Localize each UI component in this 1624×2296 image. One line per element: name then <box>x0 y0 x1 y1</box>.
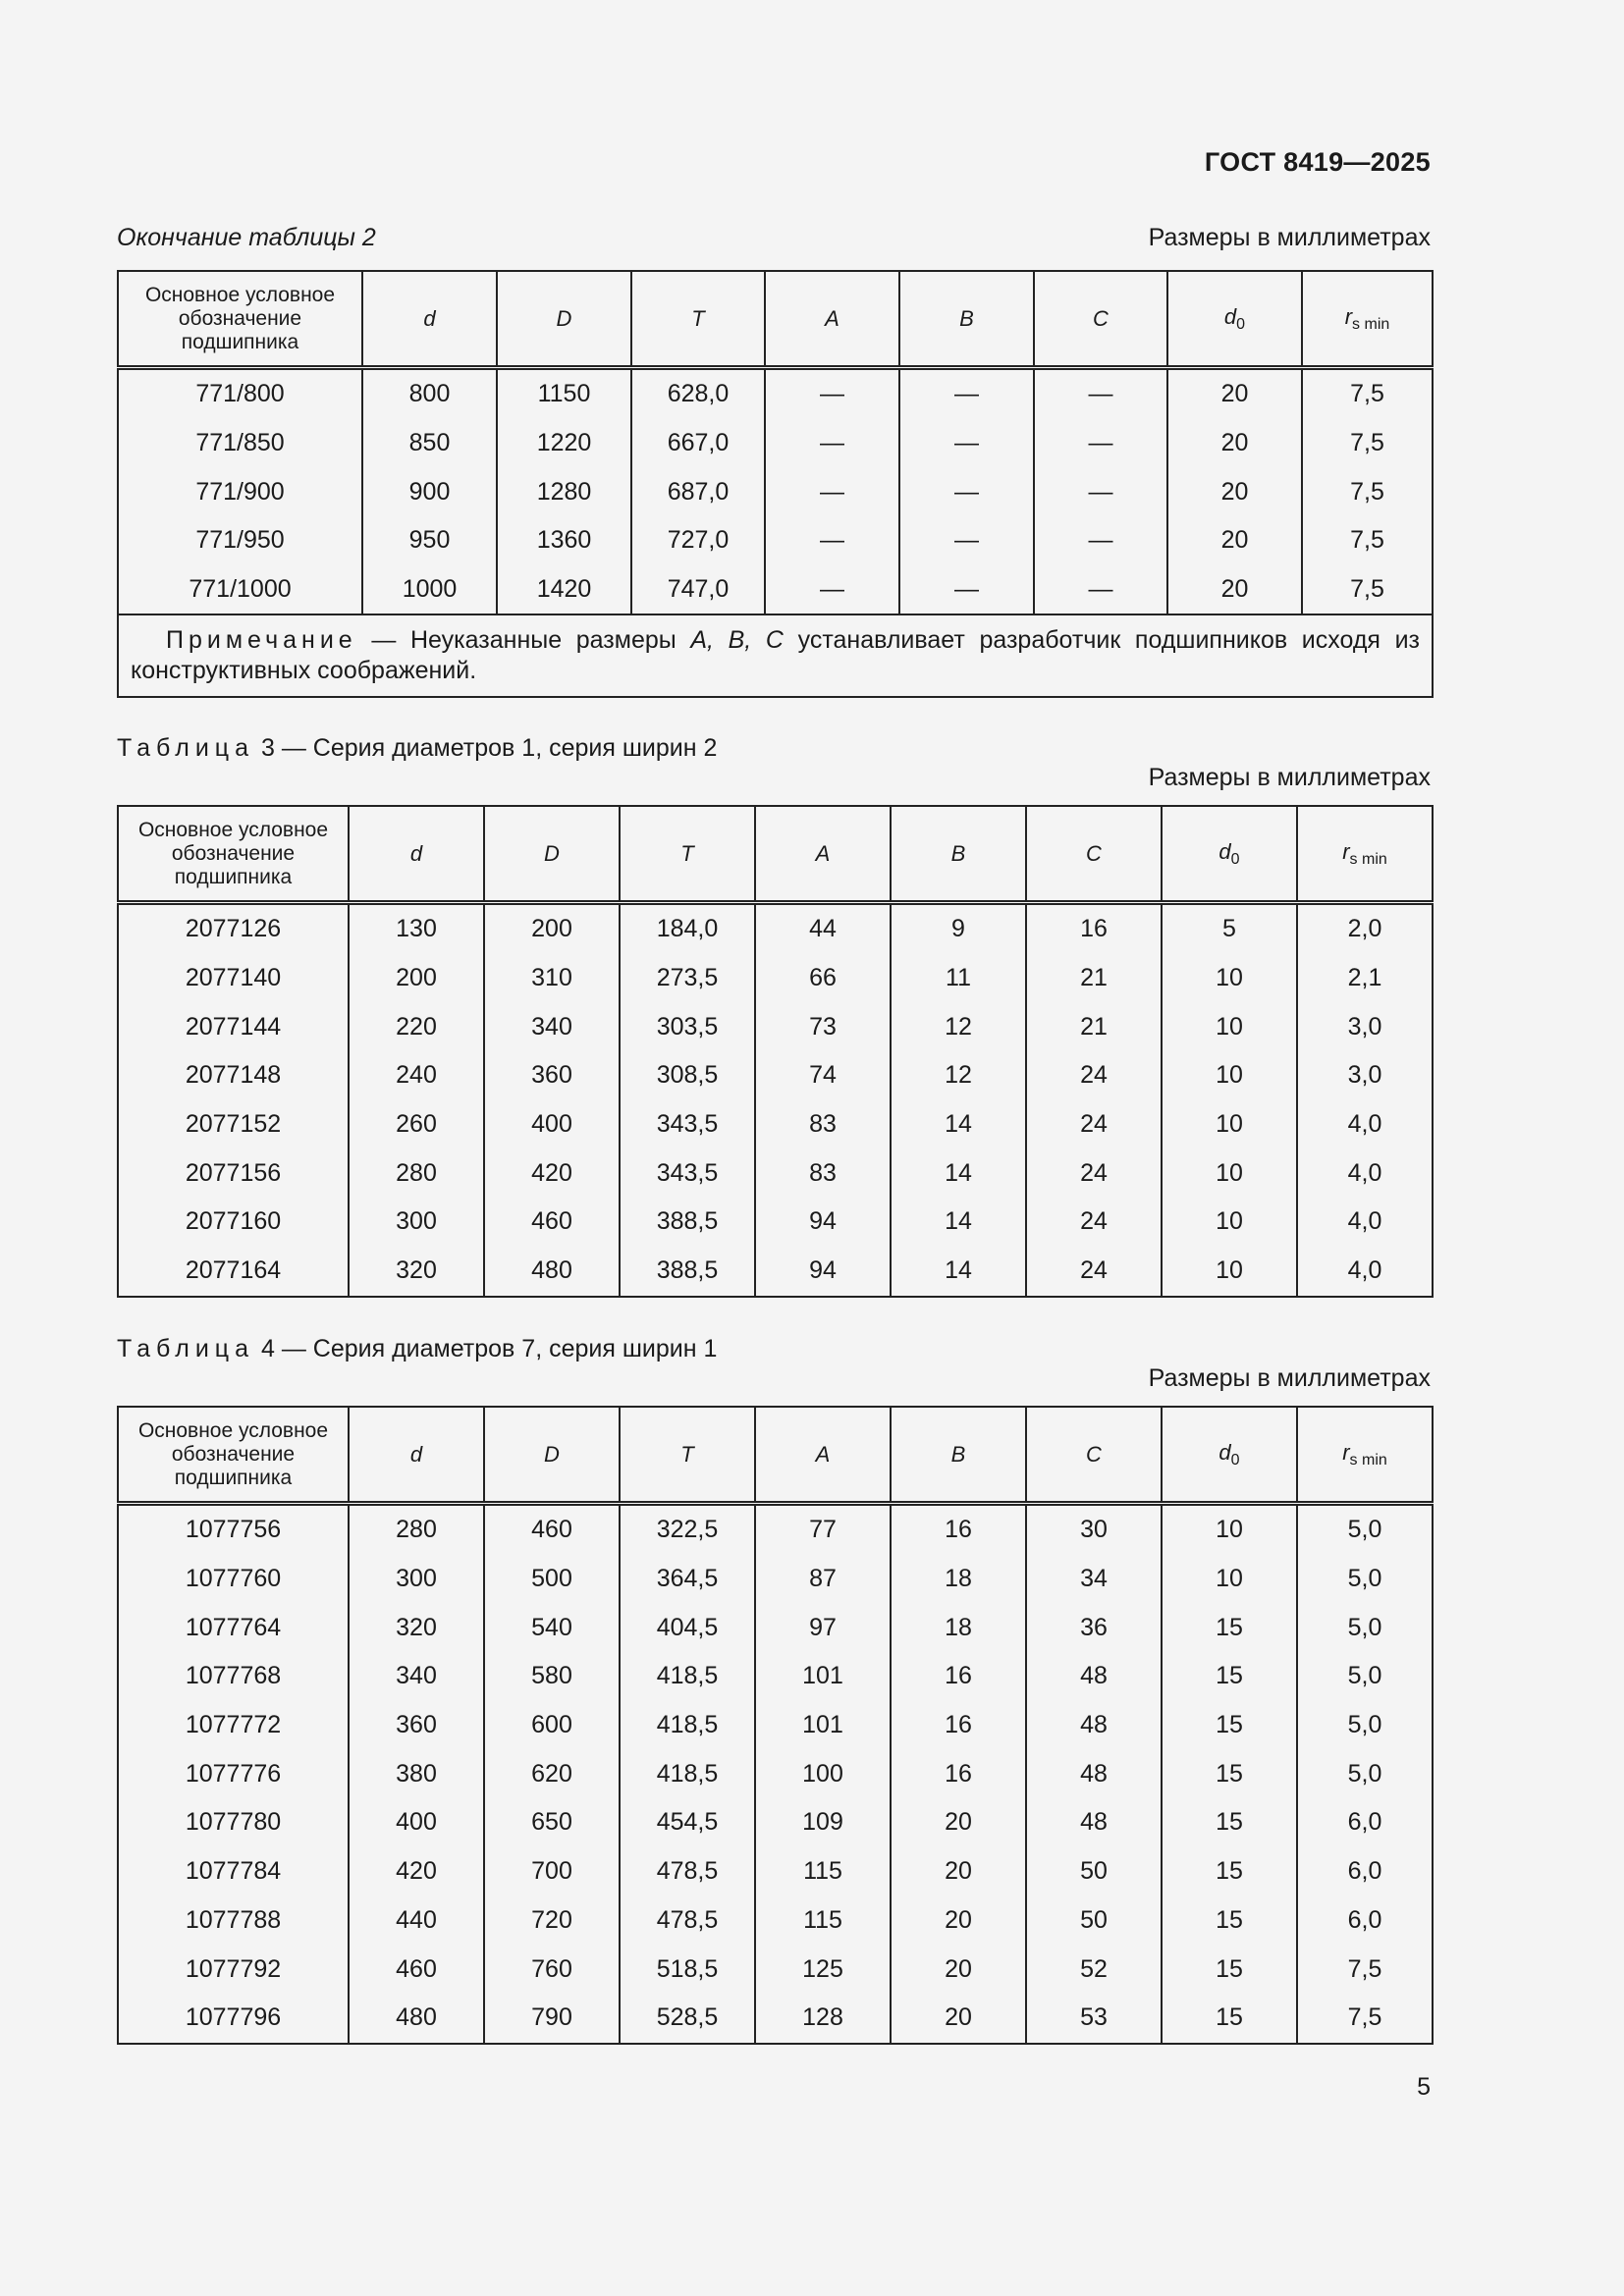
table-cell: 420 <box>349 1847 484 1896</box>
table-cell: 24 <box>1026 1051 1162 1100</box>
cell-designation: 1077756 <box>118 1504 349 1555</box>
note-text-after: устанавливает разработчик подшипников исходя из конструктивных соображений. <box>131 626 1421 685</box>
table-cell: 18 <box>891 1555 1026 1604</box>
table-cell: 360 <box>484 1051 620 1100</box>
table-cell: 97 <box>755 1603 891 1652</box>
table-cell: 30 <box>1026 1504 1162 1555</box>
table-cell: 10 <box>1162 1198 1297 1247</box>
table-cell: 300 <box>349 1198 484 1247</box>
cell-designation: 1077760 <box>118 1555 349 1604</box>
table-cell: 220 <box>349 1002 484 1051</box>
table-cell: 87 <box>755 1555 891 1604</box>
table-cell: 5,0 <box>1297 1555 1433 1604</box>
table-cell: 4,0 <box>1297 1198 1433 1247</box>
column-header-D: D <box>497 271 631 368</box>
column-header-C: C <box>1026 1407 1162 1504</box>
column-header-A: A <box>755 1407 891 1504</box>
table-cell: — <box>1034 467 1167 516</box>
table-cell: 14 <box>891 1198 1026 1247</box>
table-cell: 240 <box>349 1051 484 1100</box>
table-row <box>118 1603 1433 1652</box>
table-cell: 303,5 <box>620 1002 755 1051</box>
table-cell: 4,0 <box>1297 1247 1433 1297</box>
table-cell: 15 <box>1162 1749 1297 1798</box>
table-header-row <box>118 1407 1433 1504</box>
table-cell: 15 <box>1162 1945 1297 1994</box>
table-cell: 24 <box>1026 1100 1162 1149</box>
column-header-designation: Основное условное обозначение подшипника <box>118 806 349 903</box>
table-cell: — <box>1034 368 1167 419</box>
table-cell: 15 <box>1162 1652 1297 1701</box>
table-cell: — <box>765 467 899 516</box>
table-cell: 10 <box>1162 1051 1297 1100</box>
table-cell: 6,0 <box>1297 1798 1433 1847</box>
table-cell: 10 <box>1162 1148 1297 1198</box>
table-cell: 10 <box>1162 1504 1297 1555</box>
table-cell: 20 <box>1167 565 1302 615</box>
column-header-T: T <box>620 1407 755 1504</box>
table-cell: 418,5 <box>620 1652 755 1701</box>
table2-end <box>117 270 1434 698</box>
table-cell: 800 <box>362 368 497 419</box>
table-cell: 480 <box>484 1247 620 1297</box>
table-row <box>118 516 1433 565</box>
table-note <box>118 614 1433 697</box>
table-cell: 364,5 <box>620 1555 755 1604</box>
table-cell: 4,0 <box>1297 1100 1433 1149</box>
column-header-B: B <box>891 806 1026 903</box>
table-cell: 1000 <box>362 565 497 615</box>
table-row <box>118 1148 1433 1198</box>
table-cell: 15 <box>1162 1603 1297 1652</box>
table-cell: 14 <box>891 1247 1026 1297</box>
table-row <box>118 368 1433 419</box>
table-cell: 418,5 <box>620 1749 755 1798</box>
table-cell: 15 <box>1162 1847 1297 1896</box>
table-cell: 500 <box>484 1555 620 1604</box>
table3-title <box>117 734 717 763</box>
cell-designation: 1077764 <box>118 1603 349 1652</box>
table4-title <box>117 1335 717 1363</box>
table-cell: 16 <box>891 1749 1026 1798</box>
table-cell: 7,5 <box>1302 368 1433 419</box>
column-header-d0: $d_0$ <box>1167 271 1302 368</box>
table-row <box>118 1994 1433 2044</box>
table-note-row <box>118 614 1433 697</box>
column-header-C: C <box>1026 806 1162 903</box>
table-cell: 727,0 <box>631 516 765 565</box>
cell-designation: 771/900 <box>118 467 362 516</box>
table4-label: Таблица <box>117 1335 255 1362</box>
table3 <box>117 805 1434 1298</box>
table-cell: 15 <box>1162 1896 1297 1946</box>
cell-designation: 2077152 <box>118 1100 349 1149</box>
table-cell: 1420 <box>497 565 631 615</box>
table-cell: 7,5 <box>1297 1994 1433 2044</box>
table-cell: 7,5 <box>1302 565 1433 615</box>
table-cell: 273,5 <box>620 954 755 1003</box>
table-cell: 260 <box>349 1100 484 1149</box>
table-cell: 440 <box>349 1896 484 1946</box>
cell-designation: 2077144 <box>118 1002 349 1051</box>
table-cell: 687,0 <box>631 467 765 516</box>
table-cell: 480 <box>349 1994 484 2044</box>
table-cell: 7,5 <box>1302 516 1433 565</box>
table-cell: 388,5 <box>620 1247 755 1297</box>
table-cell: — <box>765 419 899 468</box>
column-header-designation: Основное условное обозначение подшипника <box>118 271 362 368</box>
cell-designation: 1077784 <box>118 1847 349 1896</box>
table-row <box>118 1701 1433 1750</box>
table-header-row <box>118 806 1433 903</box>
column-header-d0: $d_0$ <box>1162 806 1297 903</box>
table-cell: 380 <box>349 1749 484 1798</box>
table-cell: 83 <box>755 1100 891 1149</box>
cell-designation: 2077126 <box>118 903 349 954</box>
table-cell: 50 <box>1026 1896 1162 1946</box>
table-cell: 460 <box>349 1945 484 1994</box>
table-cell: 20 <box>1167 516 1302 565</box>
table-cell: 21 <box>1026 954 1162 1003</box>
table-cell: 10 <box>1162 1555 1297 1604</box>
cell-designation: 1077780 <box>118 1798 349 1847</box>
table-cell: 15 <box>1162 1701 1297 1750</box>
table-cell: 1220 <box>497 419 631 468</box>
table-cell: 200 <box>484 903 620 954</box>
table-cell: 44 <box>755 903 891 954</box>
table-cell: 454,5 <box>620 1798 755 1847</box>
table-row <box>118 1247 1433 1297</box>
table-cell: 12 <box>891 1051 1026 1100</box>
table-cell: 48 <box>1026 1652 1162 1701</box>
table-cell: 400 <box>484 1100 620 1149</box>
table-cell: 478,5 <box>620 1896 755 1946</box>
table-cell: 14 <box>891 1148 1026 1198</box>
table-cell: 101 <box>755 1701 891 1750</box>
column-header-D: D <box>484 1407 620 1504</box>
table2-continuation-caption: Окончание таблицы 2 <box>117 224 376 251</box>
table-cell: — <box>765 368 899 419</box>
table-cell: 950 <box>362 516 497 565</box>
table-cell: 3,0 <box>1297 1002 1433 1051</box>
table-cell: 66 <box>755 954 891 1003</box>
table-cell: 420 <box>484 1148 620 1198</box>
standard-designation: ГОСТ 8419—2025 <box>1204 147 1431 177</box>
table-cell: 7,5 <box>1297 1945 1433 1994</box>
table-cell: 53 <box>1026 1994 1162 2044</box>
table-cell: 16 <box>891 1701 1026 1750</box>
table-row <box>118 467 1433 516</box>
table-cell: 518,5 <box>620 1945 755 1994</box>
table-cell: 52 <box>1026 1945 1162 1994</box>
table-cell: 20 <box>1167 368 1302 419</box>
table-cell: 10 <box>1162 1002 1297 1051</box>
table-cell: 48 <box>1026 1749 1162 1798</box>
table-cell: 300 <box>349 1555 484 1604</box>
column-header-B: B <box>899 271 1034 368</box>
column-header-D: D <box>484 806 620 903</box>
column-header-T: T <box>620 806 755 903</box>
cell-designation: 771/850 <box>118 419 362 468</box>
table-cell: 320 <box>349 1247 484 1297</box>
column-header-B: B <box>891 1407 1026 1504</box>
table-cell: 900 <box>362 467 497 516</box>
table-cell: 16 <box>1026 903 1162 954</box>
table-cell: 50 <box>1026 1847 1162 1896</box>
table-cell: 320 <box>349 1603 484 1652</box>
table-cell: — <box>899 516 1034 565</box>
table-row <box>118 1847 1433 1896</box>
table-row <box>118 1555 1433 1604</box>
table-cell: 5,0 <box>1297 1504 1433 1555</box>
table-cell: 790 <box>484 1994 620 2044</box>
table-cell: 24 <box>1026 1247 1162 1297</box>
table-cell: 20 <box>891 1994 1026 2044</box>
table3-units: Размеры в миллиметрах <box>1148 764 1431 791</box>
table-cell: 360 <box>349 1701 484 1750</box>
table-cell: — <box>1034 565 1167 615</box>
table4-units: Размеры в миллиметрах <box>1148 1364 1431 1392</box>
table-cell: 760 <box>484 1945 620 1994</box>
column-header-A: A <box>755 806 891 903</box>
table-cell: 1360 <box>497 516 631 565</box>
table-cell: — <box>899 565 1034 615</box>
cell-designation: 2077140 <box>118 954 349 1003</box>
table-row <box>118 1504 1433 1555</box>
table-cell: 20 <box>891 1847 1026 1896</box>
table-cell: 16 <box>891 1652 1026 1701</box>
table-cell: 343,5 <box>620 1100 755 1149</box>
table-cell: 3,0 <box>1297 1051 1433 1100</box>
table-row <box>118 1798 1433 1847</box>
table-cell: 125 <box>755 1945 891 1994</box>
table-cell: 400 <box>349 1798 484 1847</box>
table-cell: 7,5 <box>1302 419 1433 468</box>
table-cell: 10 <box>1162 954 1297 1003</box>
cell-designation: 1077776 <box>118 1749 349 1798</box>
table-cell: 12 <box>891 1002 1026 1051</box>
table-row <box>118 1652 1433 1701</box>
table-row <box>118 954 1433 1003</box>
column-header-rs-min: $r_{s min}$ <box>1297 806 1433 903</box>
table-cell: 310 <box>484 954 620 1003</box>
table-cell: 73 <box>755 1002 891 1051</box>
table-cell: 115 <box>755 1896 891 1946</box>
cell-designation: 2077160 <box>118 1198 349 1247</box>
table-cell: 280 <box>349 1504 484 1555</box>
table-cell: 36 <box>1026 1603 1162 1652</box>
table2-units: Размеры в миллиметрах <box>1148 224 1431 251</box>
table-cell: 20 <box>891 1798 1026 1847</box>
note-text-before: — Неуказанные размеры <box>356 626 691 655</box>
column-header-T: T <box>631 271 765 368</box>
table-cell: 5,0 <box>1297 1603 1433 1652</box>
table-cell: — <box>765 565 899 615</box>
cell-designation: 1077772 <box>118 1701 349 1750</box>
table-cell: 540 <box>484 1603 620 1652</box>
table-cell: 650 <box>484 1798 620 1847</box>
cell-designation: 1077788 <box>118 1896 349 1946</box>
table-cell: 94 <box>755 1198 891 1247</box>
table-cell: 6,0 <box>1297 1847 1433 1896</box>
table-cell: 720 <box>484 1896 620 1946</box>
table-cell: 5,0 <box>1297 1701 1433 1750</box>
table3-label: Таблица <box>117 734 255 762</box>
table-cell: 24 <box>1026 1198 1162 1247</box>
table-cell: 83 <box>755 1148 891 1198</box>
column-header-d0: $d_0$ <box>1162 1407 1297 1504</box>
column-header-C: C <box>1034 271 1167 368</box>
table-cell: 11 <box>891 954 1026 1003</box>
table-cell: 747,0 <box>631 565 765 615</box>
table-cell: 21 <box>1026 1002 1162 1051</box>
table-cell: 1280 <box>497 467 631 516</box>
column-header-A: A <box>765 271 899 368</box>
table-cell: 20 <box>891 1896 1026 1946</box>
note-label: Примечание <box>166 626 357 655</box>
cell-designation: 2077156 <box>118 1148 349 1198</box>
column-header-d: d <box>349 806 484 903</box>
table-cell: 101 <box>755 1652 891 1701</box>
table-row <box>118 1198 1433 1247</box>
table-cell: 20 <box>1167 419 1302 468</box>
table2-caption-row <box>117 224 1431 252</box>
table-cell: 18 <box>891 1603 1026 1652</box>
table-row <box>118 1896 1433 1946</box>
table-cell: 404,5 <box>620 1603 755 1652</box>
table-cell: 10 <box>1162 1100 1297 1149</box>
table-cell: 418,5 <box>620 1701 755 1750</box>
table-cell: 308,5 <box>620 1051 755 1100</box>
table-cell: 184,0 <box>620 903 755 954</box>
table-cell: 15 <box>1162 1994 1297 2044</box>
cell-designation: 771/1000 <box>118 565 362 615</box>
table-row <box>118 1100 1433 1149</box>
table-cell: 74 <box>755 1051 891 1100</box>
table-cell: 2,0 <box>1297 903 1433 954</box>
table-cell: 100 <box>755 1749 891 1798</box>
table-cell: 6,0 <box>1297 1896 1433 1946</box>
table-cell: 528,5 <box>620 1994 755 2044</box>
table-cell: 4,0 <box>1297 1148 1433 1198</box>
table-row <box>118 1051 1433 1100</box>
cell-designation: 2077148 <box>118 1051 349 1100</box>
table-cell: 280 <box>349 1148 484 1198</box>
table4-title-text: 4 — Серия диаметров 7, серия ширин 1 <box>254 1335 718 1362</box>
table-cell: 48 <box>1026 1798 1162 1847</box>
table-cell: 340 <box>349 1652 484 1701</box>
table-cell: 460 <box>484 1504 620 1555</box>
table-row <box>118 419 1433 468</box>
table-cell: 130 <box>349 903 484 954</box>
table-cell: 200 <box>349 954 484 1003</box>
table-cell: 16 <box>891 1504 1026 1555</box>
table-cell: 94 <box>755 1247 891 1297</box>
table-cell: 15 <box>1162 1798 1297 1847</box>
column-header-d: d <box>349 1407 484 1504</box>
table-cell: 77 <box>755 1504 891 1555</box>
table-cell: 667,0 <box>631 419 765 468</box>
table3-title-text: 3 — Серия диаметров 1, серия ширин 2 <box>254 734 718 762</box>
table-row <box>118 565 1433 615</box>
table-cell: 628,0 <box>631 368 765 419</box>
table-cell: 14 <box>891 1100 1026 1149</box>
table-cell: 2,1 <box>1297 954 1433 1003</box>
cell-designation: 1077768 <box>118 1652 349 1701</box>
table-cell: 34 <box>1026 1555 1162 1604</box>
note-italic-symbols: A, B, C <box>690 626 784 655</box>
table-cell: 5,0 <box>1297 1749 1433 1798</box>
table-cell: 620 <box>484 1749 620 1798</box>
table-cell: 5,0 <box>1297 1652 1433 1701</box>
cell-designation: 2077164 <box>118 1247 349 1297</box>
table-row <box>118 903 1433 954</box>
table-cell: 1150 <box>497 368 631 419</box>
table-cell: 343,5 <box>620 1148 755 1198</box>
table4 <box>117 1406 1434 2045</box>
table-cell: — <box>899 368 1034 419</box>
table-cell: 20 <box>1167 467 1302 516</box>
table-cell: 5 <box>1162 903 1297 954</box>
table-cell: 340 <box>484 1002 620 1051</box>
table-cell: 7,5 <box>1302 467 1433 516</box>
table-cell: 9 <box>891 903 1026 954</box>
table-cell: — <box>765 516 899 565</box>
cell-designation: 1077796 <box>118 1994 349 2044</box>
table-cell: 580 <box>484 1652 620 1701</box>
page-number: 5 <box>1417 2073 1431 2101</box>
cell-designation: 1077792 <box>118 1945 349 1994</box>
table-cell: 128 <box>755 1994 891 2044</box>
table-cell: 850 <box>362 419 497 468</box>
table-cell: 20 <box>891 1945 1026 1994</box>
table-cell: 48 <box>1026 1701 1162 1750</box>
column-header-designation: Основное условное обозначение подшипника <box>118 1407 349 1504</box>
table-cell: 478,5 <box>620 1847 755 1896</box>
column-header-rs-min: $r_{s min}$ <box>1297 1407 1433 1504</box>
column-header-d: d <box>362 271 497 368</box>
table-cell: 460 <box>484 1198 620 1247</box>
table-cell: — <box>1034 419 1167 468</box>
table-cell: 600 <box>484 1701 620 1750</box>
cell-designation: 771/800 <box>118 368 362 419</box>
table-row <box>118 1945 1433 1994</box>
table-cell: 115 <box>755 1847 891 1896</box>
table-cell: — <box>899 419 1034 468</box>
cell-designation: 771/950 <box>118 516 362 565</box>
table-cell: 700 <box>484 1847 620 1896</box>
table-cell: — <box>899 467 1034 516</box>
column-header-rs-min: $r_{s min}$ <box>1302 271 1433 368</box>
table-cell: 322,5 <box>620 1504 755 1555</box>
table-row <box>118 1002 1433 1051</box>
table-row <box>118 1749 1433 1798</box>
table-cell: 109 <box>755 1798 891 1847</box>
table-cell: — <box>1034 516 1167 565</box>
table-cell: 24 <box>1026 1148 1162 1198</box>
table-cell: 388,5 <box>620 1198 755 1247</box>
table-cell: 10 <box>1162 1247 1297 1297</box>
table-header-row <box>118 271 1433 368</box>
